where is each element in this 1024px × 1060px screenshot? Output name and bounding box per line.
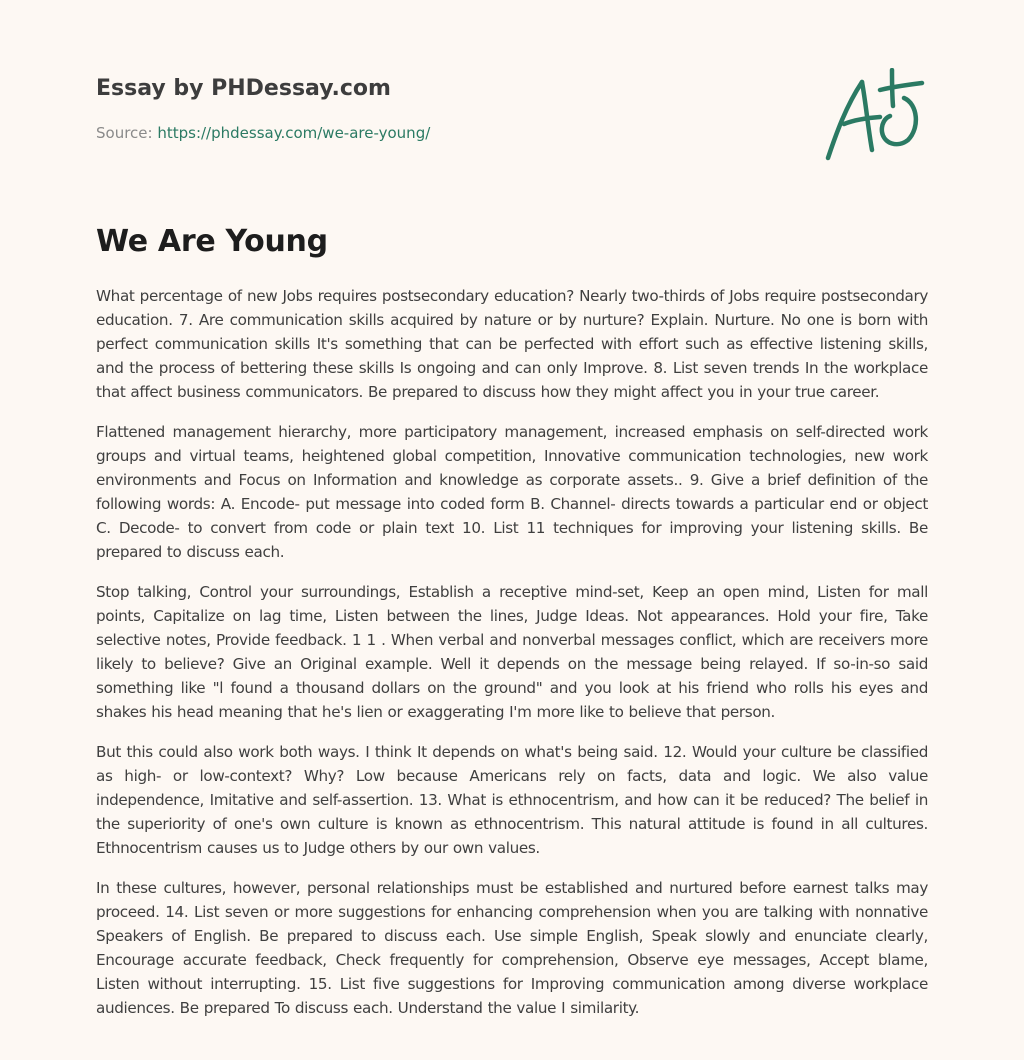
essay-paragraph: In these cultures, however, personal relationships must be established and nurtured before earnest talks may proceed. 14. List seven or more suggestions for enhancing comprehension when you are talking with nonnative Speakers of English. Be prepared to discuss each. Use simple English, Speak slowly and enunciate clearly, Encourage accurate feedback, Check frequently for comprehension, Observe eye messages, Accept blame, Listen without interrupting. 15. List five suggestions for Improving communication among diverse workplace audiences. Be prepared To discuss each. Understand the value I similarity. [96,879,928,1017]
source-link[interactable]: https://phdessay.com/we-are-young/ [157,124,431,142]
essay-paragraph: Flattened management hierarchy, more participatory management, increased emphasis on self-directed work groups and virtual teams, heightened global competition, Innovative communication technologies, new work environments and Focus on Information and knowledge as corporate assets.. 9. Give a brief definition of the following words: A. Encode- put message into coded form B. Channel- directs towards a particular end or object C. Decode- to convert from code or plain text 10. List 11 techniques for improving your listening skills. Be prepared to discuss each. [96,423,928,561]
essay-paragraph: But this could also work both ways. I think It depends on what's being said. 12. Would your culture be classified as high- or low-context? Why? Low because Americans rely on facts, data and logic. We also value independence, Imitative and self-assertion. 13. What is ethnocentrism, and how can it be reduced? The belief in the superiority of one's own culture is known as ethnocentrism. This natural attitude is found in all cultures. Ethnocentrism causes us to Judge others by our own values. [96,743,928,857]
a-plus-grade-icon [822,68,928,166]
brand-title: Essay by PHDessay.com [96,76,391,101]
page-title: We Are Young [96,224,328,259]
source-label: Source: [96,124,158,142]
source-line [96,124,430,142]
essay-body [96,284,928,1036]
essay-paragraph: What percentage of new Jobs requires postsecondary education? Nearly two-thirds of Jobs require postsecondary education. 7. Are communication skills acquired by nature or by nurture? Explain. Nurture. No one is born with perfect communication skills It's something that can be perfected with effort such as effective listening skills, and the process of bettering these skills Is ongoing and can only Improve. 8. List seven trends In the workplace that affect business communicators. Be prepared to discuss how they might affect you in your true career. [96,287,928,401]
essay-paragraph: Stop talking, Control your surroundings, Establish a receptive mind-set, Keep an open mind, Listen for mall points, Capitalize on lag time, Listen between the lines, Judge Ideas. Not appearances. Hold your fire, Take selective notes, Provide feedback. 1 1 . When verbal and nonverbal messages conflict, which are receivers more likely to believe? Give an Original example. Well it depends on the message being relayed. If so-in-so said something like "l found a thousand dollars on the ground" and you look at his friend who rolls his eyes and shakes his head meaning that he's lien or exaggerating I'm more like to believe that person. [96,583,928,721]
